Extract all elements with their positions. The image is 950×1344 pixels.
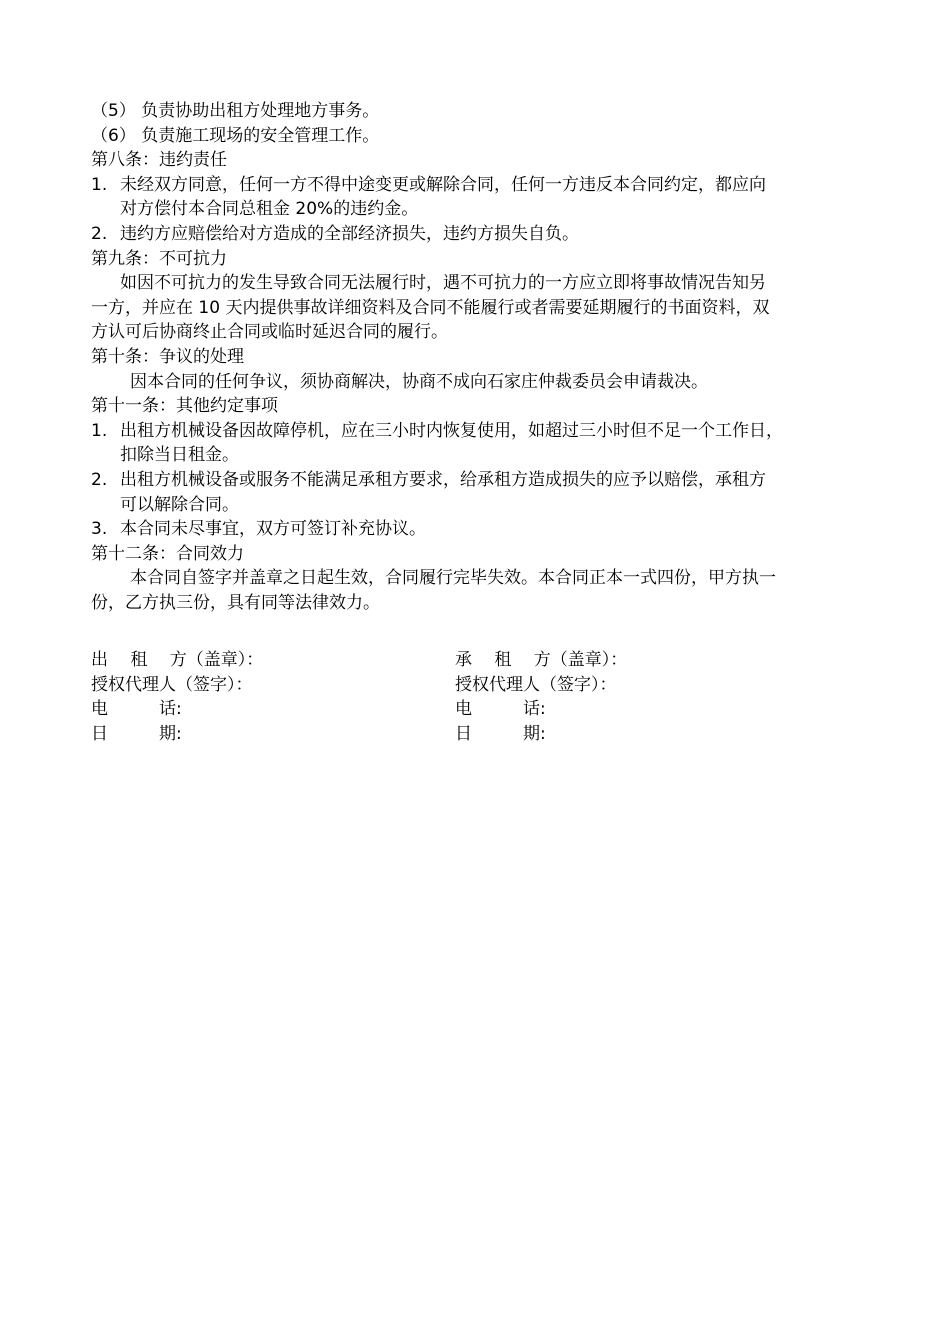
lessor-agent-label: 授权代理人（签字）： [91, 674, 253, 695]
signature-row [91, 697, 871, 722]
article-9-title: 第九条：不可抗力 [91, 248, 227, 269]
contract-body [91, 99, 871, 615]
article-11-item [91, 468, 871, 493]
lessor-date-label: 日 期: [91, 723, 182, 744]
article-9-paragraph: 一方，并应在 10 天内提供事故详细资料及合同不能履行或者需要延期履行的书面资料，双 [91, 297, 770, 318]
article-12-paragraph: 本合同自签字并盖章之日起生效，合同履行完毕失效。本合同正本一式四份，甲方执一 [130, 568, 776, 589]
item-text-continued: 可以解除合同。 [120, 494, 239, 515]
signature-row [91, 722, 871, 747]
signature-block [91, 648, 871, 746]
signature-row [91, 673, 871, 698]
item-text: 违约方应赔偿给对方造成的全部经济损失，违约方损失自负。 [120, 223, 579, 244]
item-text: 本合同未尽事宜，双方可签订补充协议。 [120, 519, 426, 540]
article-11-title: 第十一条：其他约定事项 [91, 396, 278, 417]
item-text: 出租方机械设备或服务不能满足承租方要求，给承租方造成损失的应予以赔偿，承租方 [120, 469, 766, 490]
item-text: 未经双方同意，任何一方不得中途变更或解除合同，任何一方违反本合同约定，都应向 [120, 174, 766, 195]
item-number: 1. [91, 420, 108, 441]
article-12-paragraph: 份，乙方执三份，具有同等法律效力。 [91, 592, 380, 613]
item-number: 2. [91, 223, 108, 244]
article-9-paragraph: 方认可后协商终止合同或临时延迟合同的履行。 [91, 322, 448, 343]
article-8-item [91, 222, 871, 247]
lessee-date-label: 日 期: [455, 723, 546, 744]
article-8-item [91, 173, 871, 198]
item-number: 3. [91, 519, 108, 540]
article-11-item [91, 517, 871, 542]
item-text-continued: 扣除当日租金。 [120, 445, 239, 466]
lessor-phone-label: 电 话: [91, 699, 182, 720]
item-text-continued: 对方偿付本合同总租金 20%的违约金。 [120, 199, 419, 220]
article-9-paragraph: 如因不可抗力的发生导致合同无法履行时，遇不可抗力的一方应立即将事故情况告知另 [120, 273, 766, 294]
lessee-agent-label: 授权代理人（签字）： [455, 674, 617, 695]
article-8-title: 第八条：违约责任 [91, 150, 227, 171]
lessee-seal-label: 承 租 方（盖章）： [455, 650, 628, 670]
item-number: 2. [91, 469, 108, 490]
item-text: 出租方机械设备因故障停机，应在三小时内恢复使用，如超过三小时但不足一个工作日， [120, 420, 783, 441]
item-number: 1. [91, 174, 108, 195]
clause-item: （5） 负责协助出租方处理地方事务。 [91, 101, 380, 121]
article-12-title: 第十二条：合同效力 [91, 543, 244, 564]
lessee-phone-label: 电 话: [455, 699, 546, 720]
article-11-item [91, 419, 871, 444]
lessor-seal-label: 出 租 方（盖章）： [91, 650, 264, 670]
signature-row [91, 648, 871, 673]
clause-item: （6） 负责施工现场的安全管理工作。 [91, 125, 380, 146]
article-10-title: 第十条：争议的处理 [91, 346, 244, 367]
article-10-paragraph: 因本合同的任何争议，须协商解决，协商不成向石家庄仲裁委员会申请裁决。 [130, 371, 708, 392]
